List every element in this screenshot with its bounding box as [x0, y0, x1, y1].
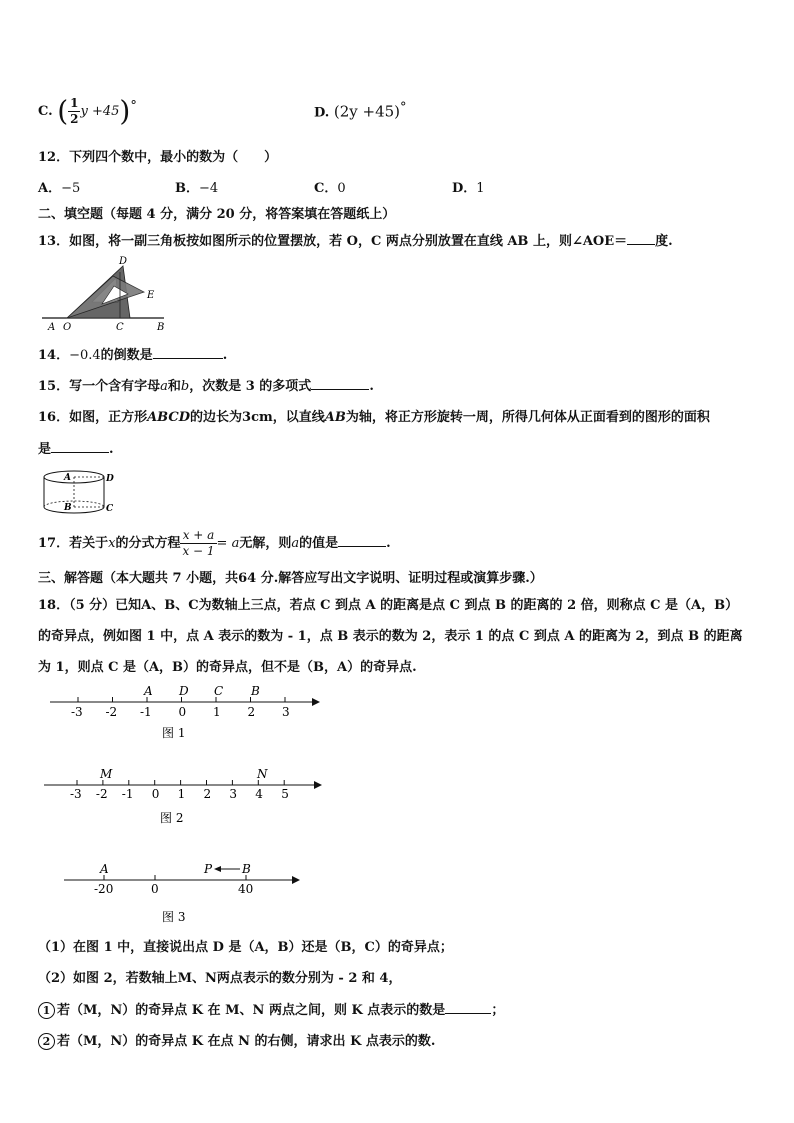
tick-label: 2 — [203, 787, 212, 801]
q17-var-a: a — [291, 536, 300, 551]
q17-eq: = a — [216, 536, 240, 551]
point-b-label: B — [242, 862, 251, 876]
option-label: A． — [38, 181, 62, 196]
q18-line3: 为 1，则点 C 是（A，B）的奇异点，但不是（B，A）的奇异点. — [38, 660, 417, 675]
tick-label: -1 — [140, 705, 152, 719]
label-b: B — [64, 503, 72, 513]
option-label: D． — [452, 181, 477, 196]
q11-option-d-label: D. — [314, 105, 330, 121]
tick-label: -3 — [71, 705, 83, 719]
q13-triangle-figure — [40, 252, 170, 334]
q16-ab: AB — [324, 410, 346, 425]
degree-mark: ° — [130, 98, 137, 114]
frac-numerator: 1 — [70, 96, 79, 110]
cylinder-bottom-front — [44, 507, 104, 513]
circled-one-icon: 1 — [38, 1002, 55, 1019]
tick-label: 3 — [282, 705, 290, 719]
circled-two-icon: 2 — [38, 1033, 55, 1050]
q16-line1 — [38, 406, 710, 425]
q17-text-post2: 的值是 — [299, 536, 339, 551]
option-value: −4 — [199, 181, 219, 196]
tick-label: 0 — [151, 882, 159, 896]
arrow-head — [312, 698, 320, 706]
q13-stem — [38, 230, 673, 249]
q18-sub1: （1）在图 1 中，直接说出点 D 是（A，B）还是（B，C）的奇异点； — [38, 940, 453, 955]
label-c: C — [116, 322, 124, 333]
move-arrow-head — [214, 866, 221, 872]
frac-denominator: x − 1 — [182, 544, 215, 558]
q14-value: −0.4 — [69, 348, 101, 363]
frac-denominator: 2 — [70, 112, 79, 126]
tick-label: 5 — [281, 787, 289, 801]
q11-fraction — [68, 96, 80, 127]
point-b-label: B — [251, 684, 260, 698]
q11-option-d-expr: (2y +45) — [333, 102, 401, 121]
tick-label: -2 — [105, 705, 118, 719]
point-p-label: P — [204, 862, 213, 876]
q16-abcd: ABCD — [147, 410, 191, 425]
frac-numerator: x + a — [180, 528, 216, 544]
tick-label: -1 — [121, 787, 134, 801]
q15-var-a: a — [160, 379, 168, 394]
q11-option-d — [314, 100, 407, 120]
q13-stem-end: 度. — [655, 234, 673, 249]
option-label: B． — [175, 181, 199, 196]
option-value: −5 — [61, 181, 81, 196]
q18-line2: 的奇异点，例如图 1 中，点 A 表示的数为 - 1，点 B 表示的数为 2，表示 1 的点 C 到点 A 的距离为 2，到点 B 的距离 — [38, 629, 743, 644]
arrow-head — [292, 876, 300, 884]
q16-text-line2: 是 — [38, 442, 52, 457]
section2-heading: 二、填空题（每题 4 分，满分 20 分，将答案填在答题纸上） — [38, 207, 396, 222]
q14-stem — [38, 344, 227, 363]
label-d: D — [119, 256, 128, 267]
q16-text-post: 为轴，将正方形旋转一周，所得几何体从正面看到的图形的面积 — [345, 410, 710, 425]
label-c: C — [106, 504, 114, 514]
figure-3-caption: 图 3 — [162, 910, 186, 924]
option-value: 0 — [337, 181, 346, 196]
q18-sub2-1-text: 若（M，N）的奇异点 K 在 M、N 两点之间，则 K 点表示的数是 — [57, 1003, 446, 1018]
option-label: C． — [314, 181, 338, 196]
tick-label: 3 — [229, 787, 238, 801]
answer-blank — [338, 534, 386, 547]
q18-sub2-1 — [38, 999, 504, 1019]
point-c-label: C — [214, 684, 224, 698]
q16-line2 — [38, 438, 114, 457]
q17-text-post: 无解，则 — [239, 536, 292, 551]
tick-label: 40 — [238, 882, 254, 896]
label-o: O — [63, 322, 72, 333]
number-line-figure-3 — [64, 858, 309, 928]
label-e: E — [147, 290, 155, 301]
q15-text: 15．写一个含有字母 — [38, 379, 161, 394]
q13-stem-text: 13．如图，将一副三角板按如图所示的位置摆放，若 O，C 两点分别放置在直线 AB 上，则∠AOE＝ — [38, 234, 628, 249]
q18-sub2-2-text: 若（M，N）的奇异点 K 在点 N 的右侧，请求出 K 点表示的数. — [57, 1034, 436, 1049]
tick-label: -3 — [70, 787, 82, 801]
q15-text-mid: 和 — [167, 379, 181, 394]
q18-sub2-2 — [38, 1030, 435, 1050]
q17-text: 17．若关于 — [38, 536, 109, 551]
right-paren: ) — [119, 94, 131, 128]
q11-option-c-label: C. — [38, 104, 53, 119]
q12-option-a — [38, 177, 80, 196]
tick-label: 4 — [255, 787, 263, 801]
point-d-label: D — [179, 684, 189, 698]
figure-2-caption: 图 2 — [160, 811, 184, 824]
tick-label: -20 — [94, 882, 114, 896]
q14-number: 14． — [38, 348, 70, 363]
q17-var-x: x — [108, 536, 116, 551]
q11-option-c-expr: y +45 — [80, 104, 120, 119]
answer-blank — [311, 377, 369, 390]
degree-mark: ° — [400, 100, 407, 115]
q15-var-b: b — [180, 379, 190, 394]
left-paren: ( — [57, 94, 69, 128]
point-a-label: A — [144, 684, 153, 698]
q15-text-post: ，次数是 3 的多项式 — [189, 379, 312, 394]
point-a-label: A — [100, 862, 109, 876]
label-b: B — [157, 322, 165, 333]
tick-label: -2 — [95, 787, 108, 801]
q11-option-c — [38, 96, 137, 127]
q12-option-d — [452, 177, 485, 196]
figure-1-caption: 图 1 — [162, 726, 186, 740]
answer-blank — [51, 440, 109, 453]
tick-label: 1 — [213, 705, 221, 719]
answer-blank — [445, 1001, 491, 1014]
q12-option-b — [175, 177, 218, 196]
answer-blank — [627, 232, 655, 245]
q18-sub2: （2）如图 2，若数轴上M、N两点表示的数分别为 - 2 和 4， — [38, 971, 402, 986]
q18-line1: 18．（5 分）已知A、B、C为数轴上三点，若点 C 到点 A 的距离是点 C 到点 B 的距离的 2 倍，则称点 C 是（A，B） — [38, 598, 739, 613]
q14-text: 的倒数是 — [100, 348, 153, 363]
option-value: 1 — [476, 181, 485, 196]
label-d: D — [106, 474, 114, 484]
label-a: A — [48, 322, 56, 333]
q16-end: . — [109, 442, 114, 457]
tick-label: 0 — [178, 705, 187, 719]
q15-end: . — [369, 379, 374, 394]
q17-text-mid: 的分式方程 — [115, 536, 181, 551]
number-line-figure-2 — [44, 762, 329, 824]
tick-label: 0 — [151, 787, 160, 801]
q15-stem — [38, 375, 374, 394]
q16-text-mid: 的边长为3cm，以直线 — [190, 410, 325, 425]
q16-text: 16．如图，正方形 — [38, 410, 148, 425]
label-a: A — [64, 473, 71, 483]
number-line-figure-1 — [50, 682, 325, 742]
q16-cylinder-figure — [40, 464, 122, 522]
arrow-head — [314, 781, 322, 789]
answer-blank — [153, 346, 223, 359]
q17-fraction — [180, 528, 216, 559]
q17-stem — [38, 528, 391, 559]
tick-label: 1 — [177, 787, 186, 801]
point-m-label: M — [100, 767, 113, 781]
q18-sub2-1-end: ； — [491, 1003, 505, 1018]
q12-option-c — [314, 177, 346, 196]
point-n-label: N — [257, 767, 268, 781]
section3-heading: 三、解答题（本大题共 7 小题，共64 分.解答应写出文字说明、证明过程或演算步骤.） — [38, 571, 543, 586]
q17-end: . — [386, 536, 391, 551]
tick-label: 2 — [247, 705, 256, 719]
q14-end: . — [222, 348, 228, 363]
q12-stem: 12．下列四个数中，最小的数为（ ） — [38, 150, 278, 165]
